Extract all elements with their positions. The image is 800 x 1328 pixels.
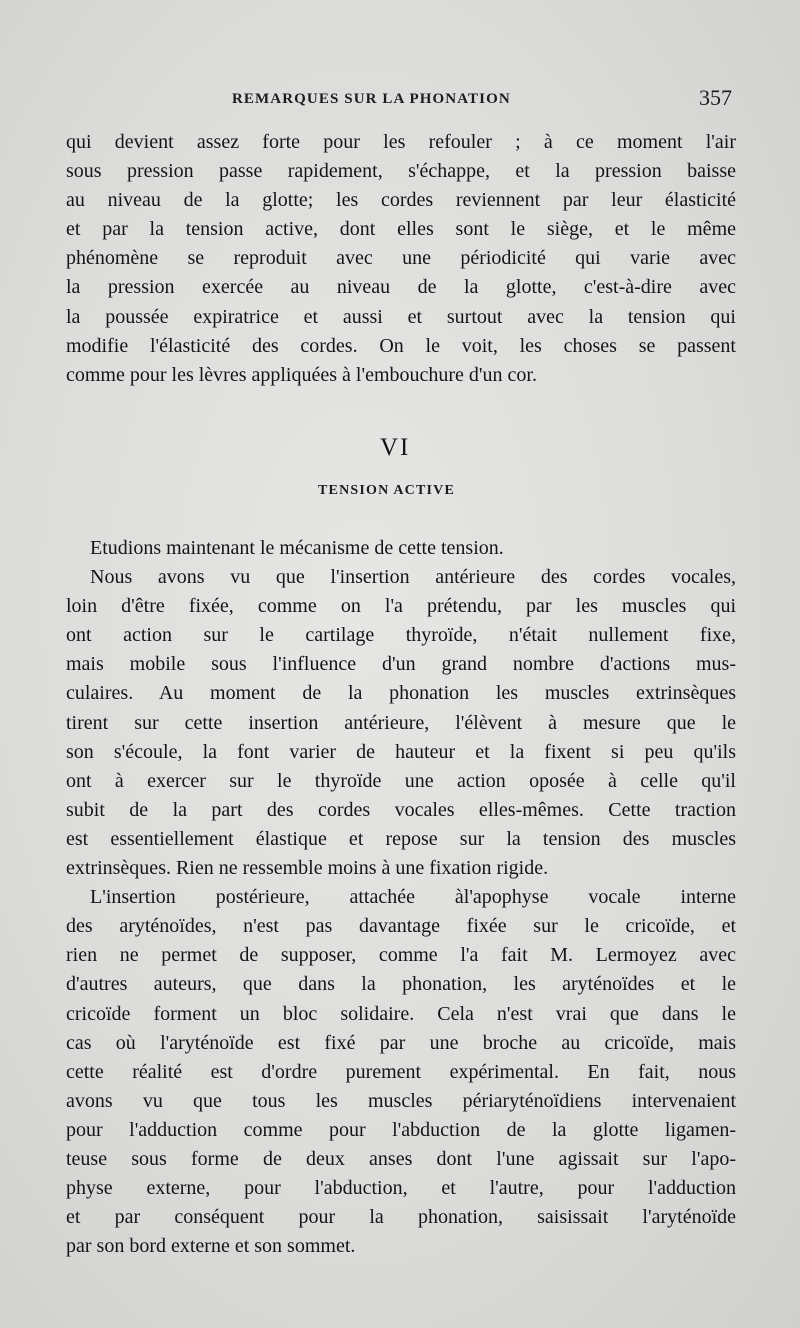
text-line: rien ne permet de supposer, comme l'a fait M. Lermoyez avec: [66, 944, 736, 967]
text-line: subit de la part des cordes vocales elles-mêmes. Cette traction: [66, 798, 736, 821]
section-number: VI: [380, 434, 411, 461]
text-line: et par conséquent pour la phonation, saisissait l'aryténoïde: [66, 1206, 736, 1229]
text-line: la poussée expiratrice et aussi et surtout avec la tension qui: [66, 305, 736, 328]
text-line: cricoïde forment un bloc solidaire. Cela n'est vrai que dans le: [66, 1002, 736, 1025]
text-line: des aryténoïdes, n'est pas davantage fixée sur le cricoïde, et: [66, 915, 736, 938]
text-line: culaires. Au moment de la phonation les muscles extrinsèques: [66, 682, 736, 705]
text-line: ont action sur le cartilage thyroïde, n'était nullement fixe,: [66, 624, 736, 647]
text-line: cas où l'aryténoïde est fixé par une broche au cricoïde, mais: [66, 1031, 736, 1054]
text-line: cette réalité est d'ordre purement expérimental. En fait, nous: [66, 1060, 736, 1083]
text-line: comme pour les lèvres appliquées à l'embouchure d'un cor.: [66, 363, 537, 386]
section-title: TENSION ACTIVE: [318, 483, 456, 498]
text-line: sous pression passe rapidement, s'échappe, et la pression baisse: [66, 160, 736, 183]
text-line: Etudions maintenant le mécanisme de cette tension.: [90, 537, 504, 559]
text-line: mais mobile sous l'influence d'un grand nombre d'actions mus-: [66, 653, 736, 676]
text-line: extrinsèques. Rien ne ressemble moins à une fixation rigide.: [66, 857, 549, 880]
text-line: teuse sous forme de deux anses dont l'une agissait sur l'apo-: [66, 1147, 736, 1170]
text-line: L'insertion postérieure, attachée àl'apophyse vocale interne: [90, 886, 736, 909]
text-line: la pression exercée au niveau de la glotte, c'est-à-dire avec: [66, 276, 736, 299]
text-line: ont à exercer sur le thyroïde une action oposée à celle qu'il: [66, 769, 736, 792]
text-line: son s'écoule, la font varier de hauteur et la fixent si peu qu'ils: [66, 740, 736, 763]
text-line: qui devient assez forte pour les refouler ; à ce moment l'air: [66, 131, 736, 153]
page-number: 357: [699, 85, 732, 110]
text-line: d'autres auteurs, que dans la phonation, les aryténoïdes et le: [66, 973, 736, 996]
text-line: avons vu que tous les muscles périaryténoïdiens intervenaient: [66, 1089, 736, 1112]
text-line: pour l'adduction comme pour l'abduction de la glotte ligamen-: [66, 1118, 736, 1141]
text-line: Nous avons vu que l'insertion antérieure des cordes vocales,: [90, 566, 736, 589]
text-line: est essentiellement élastique et repose sur la tension des muscles: [66, 827, 736, 850]
text-line: physe externe, pour l'abduction, et l'autre, pour l'adduction: [66, 1177, 736, 1200]
text-line: au niveau de la glotte; les cordes reviennent par leur élasticité: [66, 189, 736, 212]
text-line: phénomène se reproduit avec une périodicité qui varie avec: [66, 247, 736, 270]
text-line: et par la tension active, dont elles sont le siège, et le même: [66, 218, 736, 241]
text-line: par son bord externe et son sommet.: [66, 1235, 356, 1258]
text-line: tirent sur cette insertion antérieure, l'élèvent à mesure que le: [66, 711, 736, 734]
section-body: [66, 534, 736, 1261]
text-line: loin d'être fixée, comme on l'a prétendu, par les muscles qui: [66, 595, 736, 618]
text-line: modifie l'élasticité des cordes. On le voit, les choses se passent: [66, 334, 736, 357]
running-title: REMARQUES SUR LA PHONATION: [232, 91, 511, 107]
paragraph-continued: [66, 128, 736, 390]
